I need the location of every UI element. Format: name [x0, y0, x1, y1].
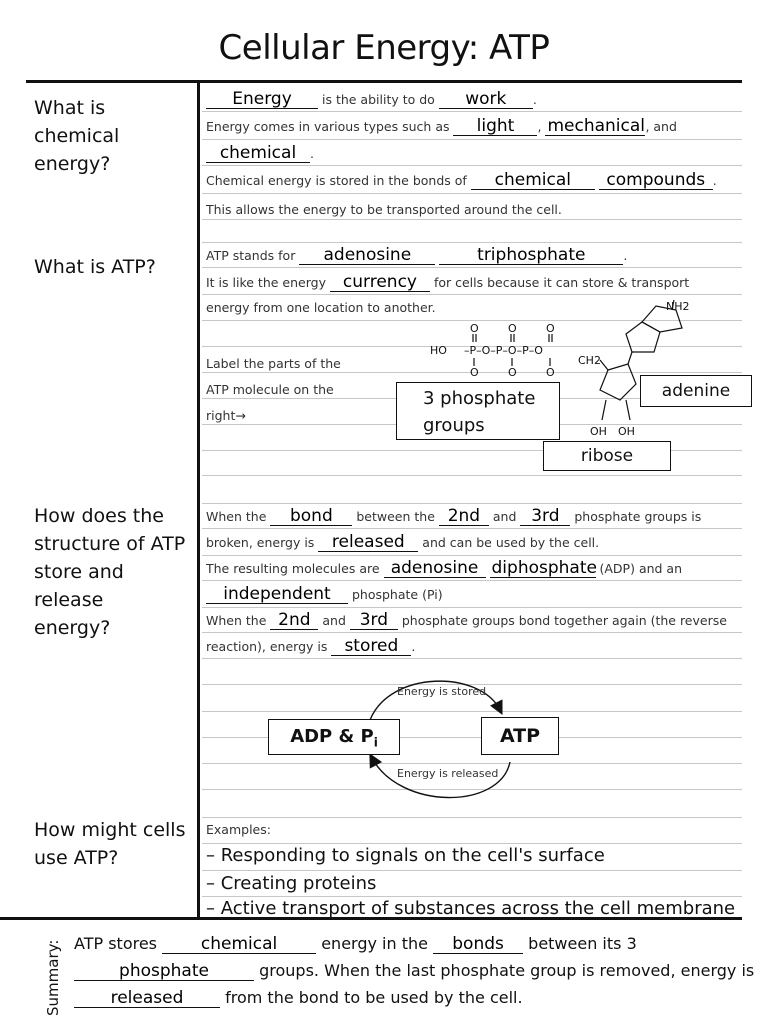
svg-text:O: O	[470, 366, 479, 379]
svg-text:O: O	[546, 366, 555, 379]
column-divider	[197, 82, 200, 918]
label-instructions: Label the parts of the ATP molecule on the right→	[206, 356, 341, 423]
svg-text:–P–O–P–O–P–O: –P–O–P–O–P–O	[464, 344, 543, 357]
answer-compounds[interactable]: compounds	[599, 171, 713, 190]
s2-line2: It is like the energy currency for cells because it can store & transport	[206, 272, 690, 292]
answer-diphosphate[interactable]: diphosphate	[491, 558, 597, 578]
answer-light[interactable]: light	[453, 117, 537, 136]
svg-text:O: O	[546, 322, 555, 335]
s3-line1: When the bond between the 2nd and 3rd phosphate groups is	[206, 506, 702, 526]
svg-text:O: O	[508, 322, 517, 335]
oh1-label: OH	[590, 425, 607, 438]
answer-2nd[interactable]: 2nd	[439, 507, 489, 526]
answer-2nd-2[interactable]: 2nd	[270, 611, 318, 630]
question-chemical-energy: What is chemical energy?	[34, 97, 120, 175]
s2-line3: energy from one location to another.	[206, 300, 436, 315]
summary-label: Summary:	[44, 939, 62, 1016]
page-title: Cellular Energy: ATP	[218, 28, 550, 68]
s1-line5: This allows the energy to be transported around the cell.	[206, 202, 562, 217]
label-adenine[interactable]: adenine	[640, 375, 752, 407]
examples-label: Examples:	[206, 822, 271, 837]
s3-line3: The resulting molecules are adenosine diphosphate (ADP) and an	[206, 558, 683, 578]
oh2-label: OH	[618, 425, 635, 438]
question-what-is-atp: What is ATP?	[34, 256, 156, 278]
answer-3rd[interactable]: 3rd	[520, 507, 570, 526]
answer-3rd-2[interactable]: 3rd	[350, 611, 398, 630]
s1-line1: Energy is the ability to do work .	[206, 90, 537, 109]
answer-chemical-2[interactable]: chemical	[471, 171, 595, 190]
s3-line4: independent phosphate (Pi)	[206, 585, 443, 604]
summary-line3: released from the bond to be used by the cell.	[74, 988, 523, 1008]
answer-independent[interactable]: independent	[206, 585, 348, 604]
answer-bond[interactable]: bond	[270, 507, 352, 526]
example-item: – Creating proteins	[206, 873, 377, 894]
summary-line2: phosphate groups. When the last phosphate group is removed, energy is	[74, 961, 754, 981]
question-use-atp: How might cells use ATP?	[34, 819, 186, 869]
summary-answer-released[interactable]: released	[74, 989, 220, 1008]
answer-mechanical[interactable]: mechanical	[547, 116, 645, 136]
summary-answer-bonds[interactable]: bonds	[433, 935, 523, 954]
s1-line4: Chemical energy is stored in the bonds of chemical compounds .	[206, 170, 717, 190]
ho-label: HO	[430, 344, 447, 357]
svg-text:O: O	[470, 322, 479, 335]
svg-text:O: O	[508, 366, 517, 379]
summary-line1: ATP stores chemical energy in the bonds between its 3	[74, 934, 637, 954]
answer-triphosphate[interactable]: triphosphate	[439, 246, 623, 265]
summary-answer-phosphate[interactable]: phosphate	[74, 962, 254, 981]
adp-box: ADP & $P_i$	[268, 719, 400, 755]
s3-line6: reaction), energy is stored .	[206, 636, 416, 656]
answer-adenosine-2[interactable]: adenosine	[384, 559, 486, 578]
example-item: – Responding to signals on the cell's surface	[206, 845, 605, 866]
question-structure: How does the structure of ATP store and release energy?	[34, 505, 186, 639]
label-ribose[interactable]: ribose	[543, 441, 671, 471]
top-rule	[26, 80, 742, 83]
energy-released-label: Energy is released	[397, 767, 499, 780]
s1-line2: Energy comes in various types such as light , mechanical, and	[206, 116, 677, 136]
label-phosphate-groups[interactable]: 3 phosphate groups	[396, 382, 560, 440]
answer-stored[interactable]: stored	[331, 637, 411, 656]
ch2-label: CH2	[578, 354, 601, 367]
s2-line1: ATP stands for adenosine triphosphate .	[206, 245, 628, 265]
answer-work[interactable]: work	[439, 90, 533, 109]
s3-line5: When the 2nd and 3rd phosphate groups bond together again (the reverse	[206, 610, 727, 630]
answer-chemical[interactable]: chemical	[206, 144, 310, 163]
atp-box: ATP	[481, 717, 559, 755]
answer-currency[interactable]: currency	[330, 273, 430, 292]
answer-energy[interactable]: Energy	[206, 90, 318, 109]
nh2-label: NH2	[666, 300, 690, 313]
summary-answer-chemical[interactable]: chemical	[162, 935, 316, 954]
answer-released[interactable]: released	[318, 533, 418, 552]
energy-stored-label: Energy is stored	[397, 685, 487, 698]
s1-line3: chemical .	[206, 144, 314, 163]
example-item: – Active transport of substances across the cell membrane	[206, 898, 736, 919]
answer-adenosine[interactable]: adenosine	[299, 246, 435, 265]
s3-line2: broken, energy is released and can be used by the cell.	[206, 532, 600, 552]
